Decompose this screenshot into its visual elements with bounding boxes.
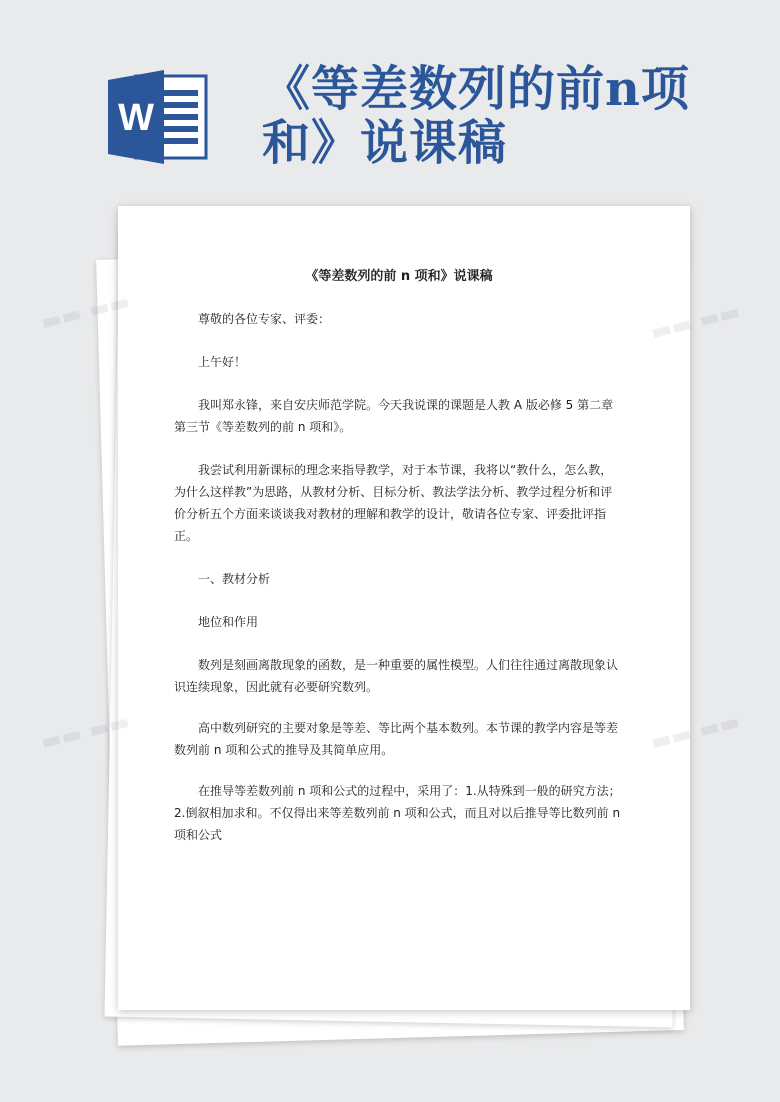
paragraph-content: 高中数列研究的主要对象是等差、等比两个基本数列。本节课的教学内容是等差数列前 n 项和公式的推导及其简单应用。 — [174, 721, 619, 757]
word-icon — [108, 70, 208, 164]
paragraph-sequences: 数列是刻画离散现象的函数，是一种重要的属性模型。人们往往通过离散现象认识连续现象，因此就有必要研究数列。 — [174, 658, 619, 694]
watermark: ▬▬ ▬▬ — [648, 299, 743, 346]
paragraph-approach: 我尝试利用新课标的理念来指导教学，对于本节课，我将以“教什么，怎么教，为什么这样教”为思路，从教材分析、目标分析、教法学法分析、教学过程分析和评价分析五个方面来谈谈我对教材的理解和教学的设计，敬请各位专家、评委批评指正。 — [174, 463, 613, 543]
document-body — [174, 266, 624, 867]
paragraph-salutation: 上午好！ — [198, 355, 247, 369]
watermark: ▬▬ ▬▬ — [38, 709, 133, 756]
banner-title: 《等差数列的前n项和》说课稿 — [262, 61, 690, 171]
section-heading: 一、教材分析 — [198, 572, 271, 586]
svg-text:W: W — [118, 97, 154, 139]
watermark: ▬▬ ▬▬ — [648, 709, 743, 756]
document-title: 《等差数列的前 n 项和》说课稿 — [305, 269, 493, 284]
paragraph-intro: 我叫郑永锋，来自安庆师范学院。今天我说课的课题是人教 A 版必修 5 第二章第三节《等差数列的前 n 项和》。 — [174, 398, 614, 434]
subsection-heading: 地位和作用 — [198, 615, 259, 629]
paragraph-derivation: 在推导等差数列前 n 项和公式的过程中，采用了：1.从特殊到一般的研究方法；2.倒叙相加求和。不仅得出来等差数列前 n 项和公式，而且对以后推导等比数列前 n 项和公式 — [174, 784, 621, 842]
paragraph-greeting: 尊敬的各位专家、评委： — [198, 312, 331, 326]
watermark: ▬▬ ▬▬ — [38, 289, 133, 336]
